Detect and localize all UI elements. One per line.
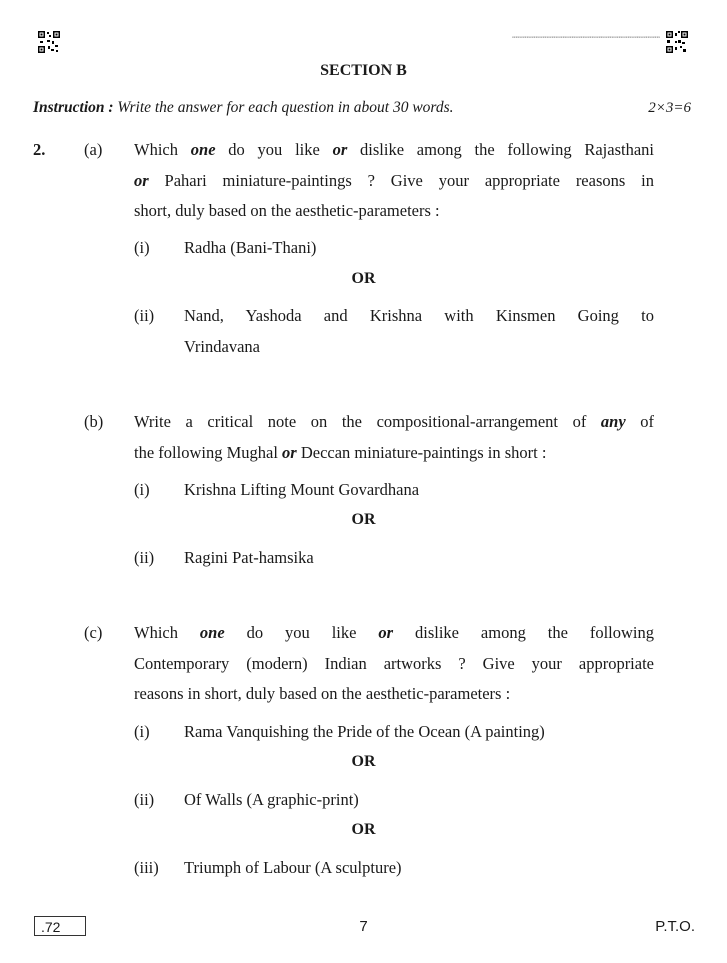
part-c-option-iii-text: Triumph of Labour (A sculpture)	[184, 858, 402, 877]
qr-code-right-icon	[666, 31, 688, 53]
instruction-label: Instruction :	[33, 99, 114, 116]
part-b-option-i-text: Krishna Lifting Mount Govardhana	[184, 480, 420, 499]
part-c-option-iii-label: (iii)	[134, 858, 159, 877]
part-a-line-3: short, duly based on the aesthetic-parameters :	[134, 201, 440, 220]
part-c-question	[134, 618, 654, 710]
part-a-line-2: or Pahari miniature-paintings ? Give your appropriate reasons in	[134, 170, 654, 190]
part-b-question	[134, 407, 654, 468]
part-b-line-1: Write a critical note on the compositional-arrangement of any of	[134, 412, 654, 431]
part-c-option-ii-text: Of Walls (A graphic-print)	[184, 790, 359, 809]
part-b-line-2: the following Mughal or Deccan miniature-paintings in short :	[134, 442, 547, 462]
or-separator: OR	[351, 270, 376, 287]
part-a-line-1: Which one do you like or dislike among the following Rajasthani	[134, 140, 654, 159]
part-a-option-ii-label: (ii)	[134, 306, 155, 325]
part-b-option-i-label: (i)	[134, 480, 150, 499]
page-number: 7	[359, 918, 368, 935]
part-c-line-2: Contemporary (modern) Indian artworks ? Give your appropriate	[134, 653, 654, 673]
part-b-option-ii-text: Ragini Pat-hamsika	[184, 548, 314, 567]
barcode-strip: xxxxxxxxxxxxxxxxxxxxxxxxxxxxxxxxxxxxxxxxxxxxxxxxxxxxxxxxxxxxxxxxxxxxxxxxxxxxxxxxxx	[512, 35, 661, 39]
question-number: 2.	[33, 140, 46, 159]
part-c-label: (c)	[84, 623, 103, 642]
instruction	[33, 99, 454, 117]
part-a-question	[134, 135, 654, 227]
part-c-option-i-text: Rama Vanquishing the Pride of the Ocean (A painting)	[184, 722, 545, 741]
instruction-text: Write the answer for each question in about 30 words.	[113, 99, 454, 116]
section-title: SECTION B	[320, 62, 407, 79]
part-a-option-i-label: (i)	[134, 238, 150, 257]
part-c-option-i-label: (i)	[134, 722, 150, 741]
or-separator: OR	[351, 753, 376, 770]
qr-code-left-icon	[38, 31, 60, 53]
or-separator: OR	[351, 821, 376, 838]
part-c-line-1: Which one do you like or dislike among the following	[134, 623, 655, 642]
part-c-line-3: reasons in short, duly based on the aesthetic-parameters :	[134, 684, 511, 703]
part-a-label: (a)	[84, 140, 103, 159]
or-separator: OR	[351, 511, 376, 528]
paper-code-box: .72	[34, 916, 86, 936]
part-a-option-ii-text: Nand, Yashoda and Krishna with Kinsmen Going to Vrindavana	[184, 306, 654, 356]
part-b-option-ii-label: (ii)	[134, 548, 155, 567]
marks-allocation: 2×3=6	[648, 100, 691, 116]
part-b-label: (b)	[84, 412, 104, 431]
part-c-option-ii-label: (ii)	[134, 790, 155, 809]
pto-label: P.T.O.	[655, 918, 695, 935]
part-a-option-i-text: Radha (Bani-Thani)	[184, 238, 317, 257]
